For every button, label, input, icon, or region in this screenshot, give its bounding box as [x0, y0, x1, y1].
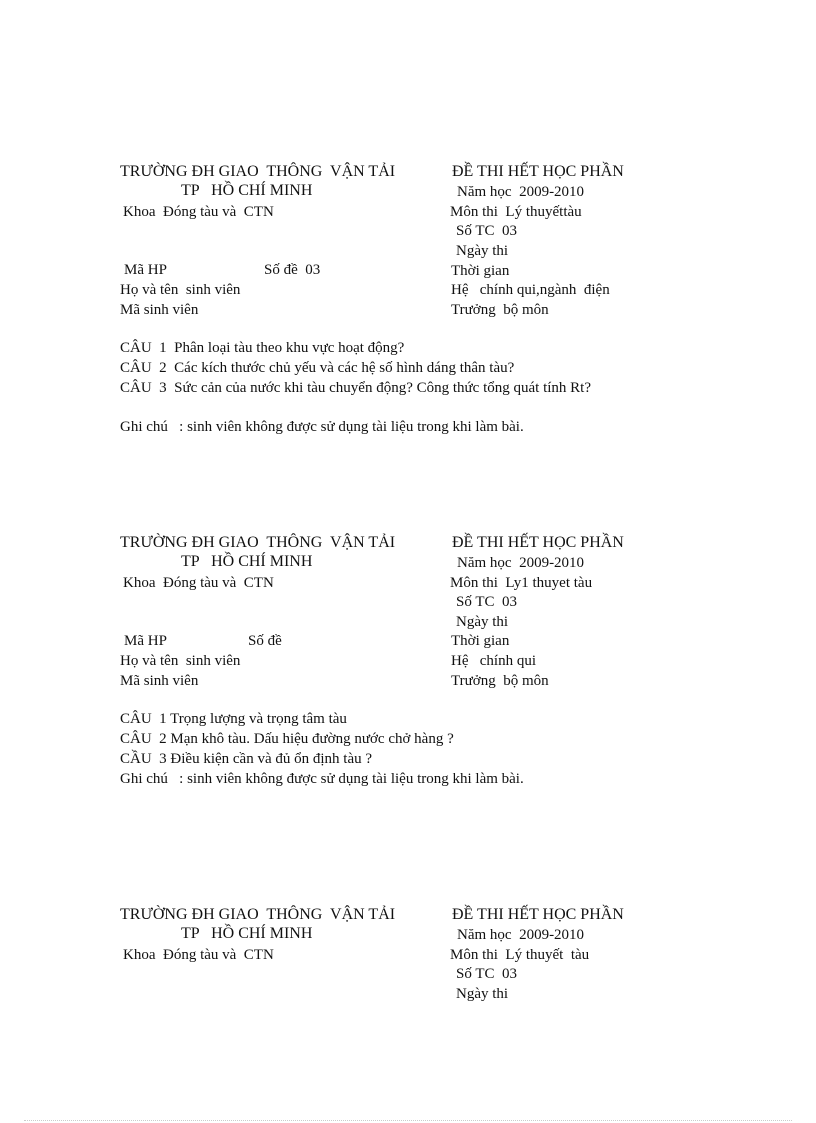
faculty: Khoa Đóng tàu và CTN	[123, 204, 274, 220]
city-name: TP HỒ CHÍ MINH	[181, 553, 313, 570]
program: Hệ chính qui,ngành điện	[451, 282, 610, 298]
exam-number: Số đề 03	[264, 262, 321, 278]
student-name-label: Họ và tên sinh viên	[120, 653, 241, 669]
subject: Môn thi Lý thuyếttàu	[450, 204, 582, 220]
question-3: CÂU 3 Sức cản của nước khi tàu chuyển động? Công thức tổng quát tính Rt?	[120, 380, 591, 396]
course-code: Mã HP	[124, 633, 167, 649]
department-head: Trưởng bộ môn	[451, 673, 549, 689]
student-id-label: Mã sinh viên	[120, 673, 199, 689]
page-edge-divider	[24, 1120, 792, 1121]
student-id-label: Mã sinh viên	[120, 302, 199, 318]
city-name: TP HỒ CHÍ MINH	[181, 925, 313, 942]
question-2: CÂU 2 Mạn khô tàu. Dấu hiệu đường nước chở hàng ?	[120, 731, 454, 747]
school-year: Năm học 2009-2010	[457, 927, 585, 943]
school-name: TRƯỜNG ĐH GIAO THÔNG VẬN TẢI	[120, 906, 396, 923]
city-name: TP HỒ CHÍ MINH	[181, 182, 313, 199]
school-name: TRƯỜNG ĐH GIAO THÔNG VẬN TẢI	[120, 163, 396, 180]
course-code: Mã HP	[124, 262, 167, 278]
duration: Thời gian	[451, 263, 510, 279]
exam-title: ĐỀ THI HẾT HỌC PHẦN	[452, 906, 624, 923]
question-2: CÂU 2 Các kích thước chủ yếu và các hệ số hình dáng thân tàu?	[120, 360, 515, 376]
exam-date: Ngày thi	[456, 986, 509, 1002]
credits: Số TC 03	[456, 223, 517, 239]
question-1: CÂU 1 Phân loại tàu theo khu vực hoạt động?	[120, 340, 405, 356]
question-1: CÂU 1 Trọng lượng và trọng tâm tàu	[120, 711, 347, 727]
note: Ghi chú : sinh viên không được sử dụng tài liệu trong khi làm bài.	[120, 771, 524, 787]
school-name: TRƯỜNG ĐH GIAO THÔNG VẬN TẢI	[120, 534, 396, 551]
exam-title: ĐỀ THI HẾT HỌC PHẦN	[452, 163, 624, 180]
school-year: Năm học 2009-2010	[457, 184, 585, 200]
subject: Môn thi Ly1 thuyet tàu	[450, 575, 593, 591]
exam-number: Số đề	[248, 633, 282, 649]
question-3: CẦU 3 Điều kiện cần và đủ ổn định tàu ?	[120, 751, 373, 767]
note: Ghi chú : sinh viên không được sử dụng tài liệu trong khi làm bài.	[120, 419, 524, 435]
school-year: Năm học 2009-2010	[457, 555, 585, 571]
faculty: Khoa Đóng tàu và CTN	[123, 947, 274, 963]
department-head: Trưởng bộ môn	[451, 302, 549, 318]
program: Hệ chính qui	[451, 653, 536, 669]
exam-date: Ngày thi	[456, 243, 509, 259]
exam-date: Ngày thi	[456, 614, 509, 630]
subject: Môn thi Lý thuyết tàu	[450, 947, 590, 963]
faculty: Khoa Đóng tàu và CTN	[123, 575, 274, 591]
student-name-label: Họ và tên sinh viên	[120, 282, 241, 298]
credits: Số TC 03	[456, 966, 517, 982]
exam-title: ĐỀ THI HẾT HỌC PHẦN	[452, 534, 624, 551]
duration: Thời gian	[451, 633, 510, 649]
credits: Số TC 03	[456, 594, 517, 610]
